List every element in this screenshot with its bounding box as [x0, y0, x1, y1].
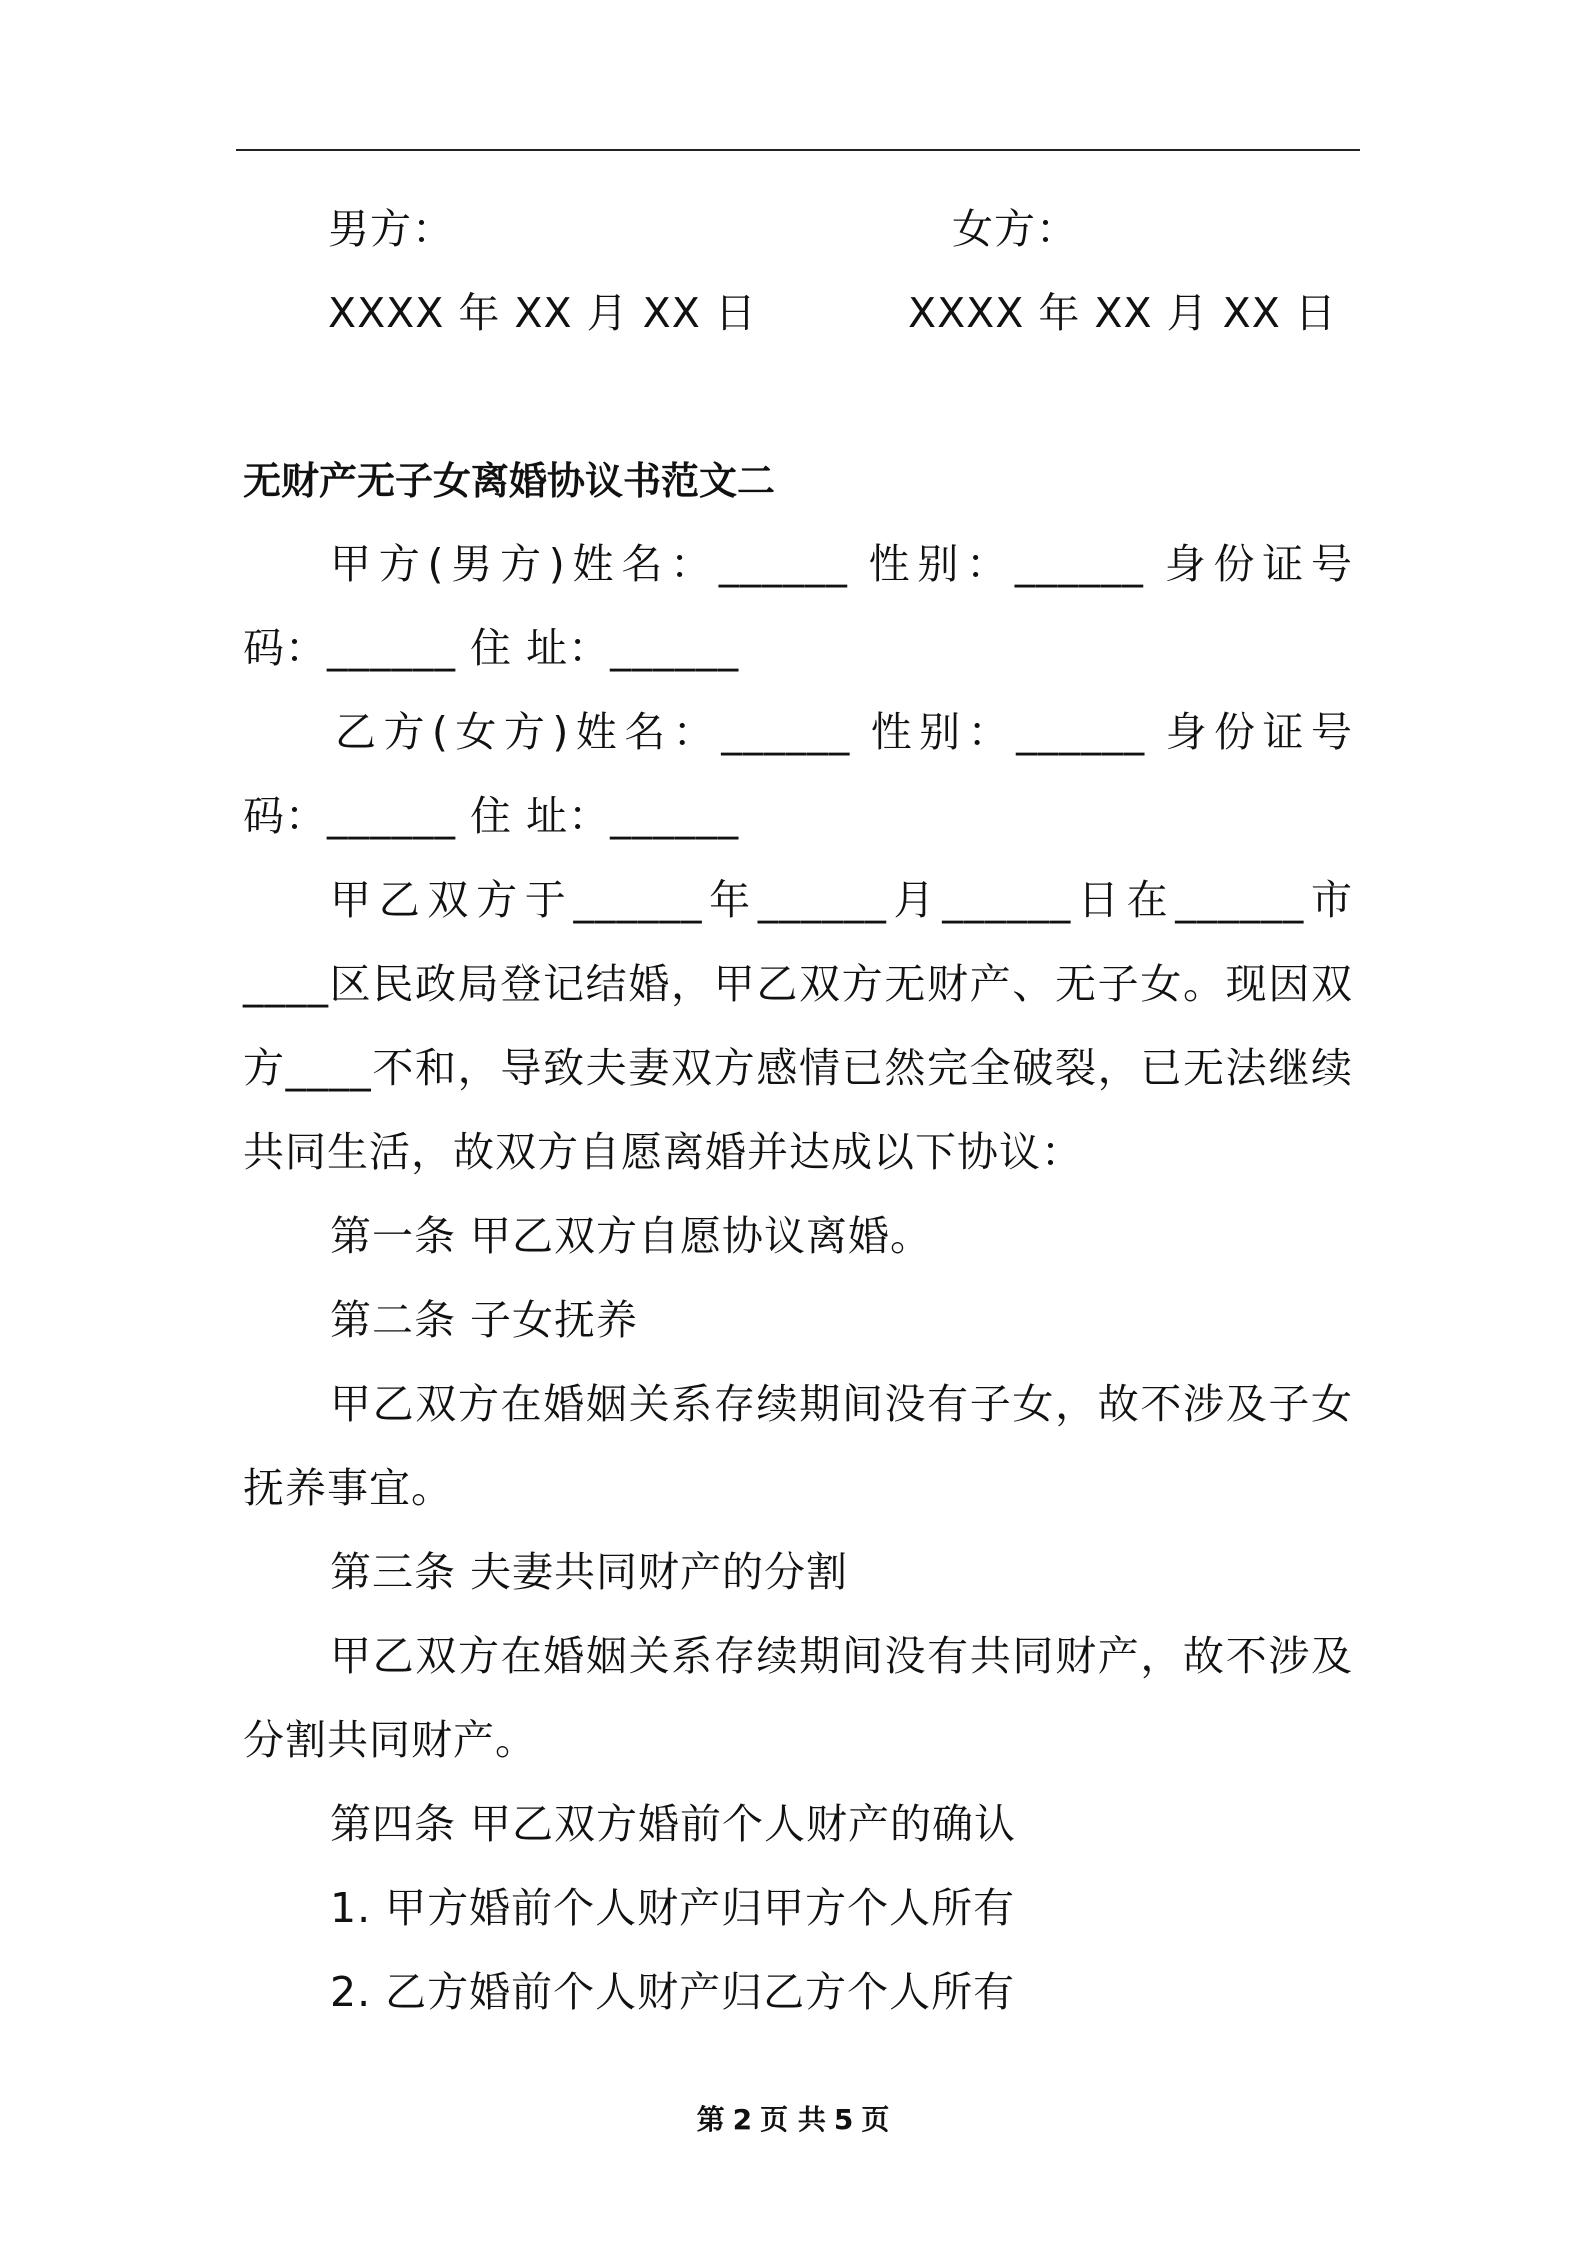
- footer-page-number: 2: [732, 2103, 753, 2136]
- intro-line-2: ____区民政局登记结婚，甲乙双方无财产、无子女。现因双: [243, 960, 1353, 1008]
- party-a-line-2: 码：______ 住 址：______: [243, 624, 740, 672]
- article-2-text-line-2: 抚养事宜。: [243, 1464, 453, 1512]
- intro-line-3: 方____不和，导致夫妻双方感情已然完全破裂，已无法继续: [243, 1044, 1353, 1092]
- article-4-heading: 第四条 甲乙双方婚前个人财产的确认: [330, 1800, 1017, 1848]
- section-title: 无财产无子女离婚协议书范文二: [243, 459, 776, 503]
- article-2-heading: 第二条 子女抚养: [330, 1296, 639, 1344]
- article-2-text-line-1: 甲乙双方在婚姻关系存续期间没有子女，故不涉及子女: [330, 1380, 1353, 1428]
- intro-line-1: 甲乙双方于______年______月______日在______市: [330, 876, 1353, 924]
- page-number-footer: [0, 2098, 1586, 2138]
- article-3-text-line-1: 甲乙双方在婚姻关系存续期间没有共同财产，故不涉及: [330, 1632, 1353, 1680]
- party-a-line-1: 甲方(男方)姓名：______ 性别：______ 身份证号: [330, 540, 1353, 588]
- article-3-text-line-2: 分割共同财产。: [243, 1716, 537, 1764]
- footer-prefix: 第: [696, 2103, 725, 2136]
- header-rule: [236, 149, 1360, 151]
- footer-total-pages: 5: [833, 2103, 854, 2136]
- footer-middle: 页 共: [760, 2103, 826, 2136]
- article-4-item-1: 1. 甲方婚前个人财产归甲方个人所有: [330, 1884, 1016, 1932]
- intro-line-4: 共同生活，故双方自愿离婚并达成以下协议：: [243, 1128, 1083, 1176]
- article-3-heading: 第三条 夫妻共同财产的分割: [330, 1548, 849, 1596]
- article-4-item-2: 2. 乙方婚前个人财产归乙方个人所有: [330, 1968, 1016, 2016]
- woman-signature-date: XXXX 年 XX 月 XX 日: [908, 289, 1337, 337]
- article-1: 第一条 甲乙双方自愿协议离婚。: [330, 1212, 933, 1260]
- footer-suffix: 页: [861, 2103, 890, 2136]
- woman-signature-label: 女方：: [952, 205, 1078, 253]
- man-signature-label: 男方：: [328, 205, 454, 253]
- party-b-line-1: 乙方(女方)姓名：______ 性别：______ 身份证号: [335, 708, 1353, 756]
- man-signature-date: XXXX 年 XX 月 XX 日: [328, 289, 757, 337]
- party-b-line-2: 码：______ 住 址：______: [243, 792, 740, 840]
